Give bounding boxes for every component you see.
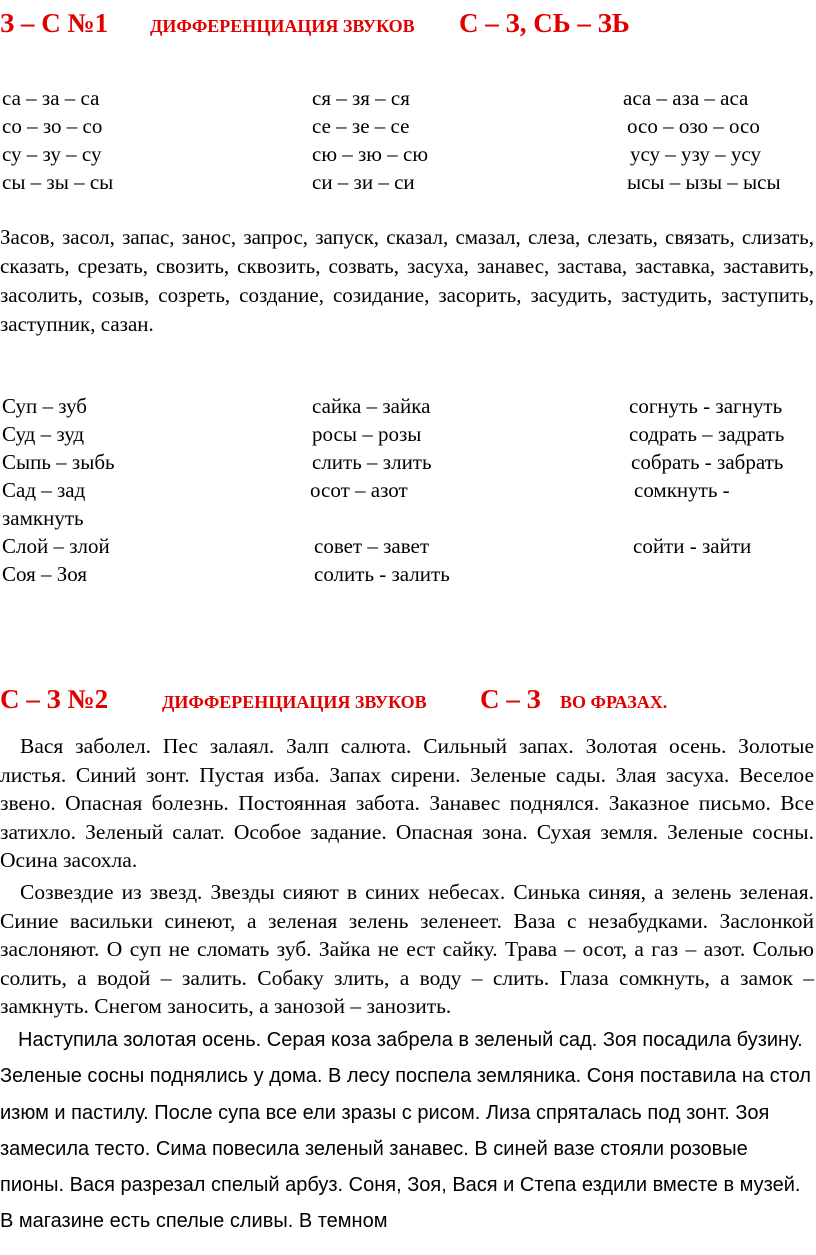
section1-heading-left: З – С №1 — [0, 8, 109, 38]
syllable-cell: ся – зя – ся — [312, 86, 410, 110]
syllable-row — [0, 142, 816, 170]
syllable-row — [0, 86, 816, 114]
syllable-cell: ысы – ызы – ысы — [627, 170, 781, 194]
section2-heading-tail: ВО ФРАЗАХ. — [560, 692, 668, 712]
syllable-cell: са – за – са — [2, 86, 100, 110]
section1-heading-right: С – З, СЬ – ЗЬ — [459, 8, 630, 38]
pair-cell: Суп – зуб — [2, 394, 87, 418]
section2-heading-right: С – З — [480, 684, 541, 714]
phrases-paragraph-2: Созвездие из звезд. Звезды сияют в синих небесах. Синька синяя, а зелень зеленая. Синие васильки синеют, а зеленая зелень зеленеет. Ваза с незабудками. Заслонкой заслоняют. О суп не сломать зуб. Зайка не ест сайку. Трава – осот, а газ – азот. Солью солить, а водой – залить. Собаку злить, а воду – слить. Глаза сомкнуть, а замок – замкнуть. Снегом заносить, а занозой – занозить. — [0, 880, 814, 1018]
syllable-cell: со – зо – со — [2, 114, 103, 138]
syllable-cell: си – зи – си — [312, 170, 415, 194]
pair-cell: сойти - зайти — [633, 534, 752, 558]
pair-row — [0, 562, 816, 590]
syllable-row — [0, 114, 816, 142]
pair-cell: Сыпь – зыбь — [2, 450, 115, 474]
pair-cell: осот – азот — [310, 478, 408, 502]
section1-heading-mid: ДИФФЕРЕНЦИАЦИЯ ЗВУКОВ — [150, 16, 415, 36]
pair-cell: замкнуть — [2, 506, 84, 530]
section2-heading-left: С – З №2 — [0, 684, 109, 714]
phrases-paragraph-1: Вася заболел. Пес залаял. Залп салюта. Сильный запах. Золотая осень. Золотые листья. Синий зонт. Пустая изба. Запах сирени. Зеленые сады. Злая засуха. Веселое звено. Опасная болезнь. Постоянная забота. Занавес поднялся. Заказное письмо. Все затихло. Зеленый салат. Особое задание. Опасная зона. Сухая земля. Зеленые сосны. Осина засохла. — [0, 734, 814, 872]
pair-cell: слить – злить — [312, 450, 432, 474]
syllable-row — [0, 170, 816, 198]
syllable-cell: аса – аза – аса — [623, 86, 749, 110]
pair-cell: совет – завет — [314, 534, 430, 558]
syllable-cell: осо – озо – осо — [627, 114, 760, 138]
phrases-paragraph-3: Наступила золотая осень. Серая коза забрела в зеленый сад. Зоя посадила бузину. Зеленые сосны поднялись у дома. В лесу поспела земляника. Соня поставила на стол изюм и пастилу. После супа все ели зразы с рисом. Лиза спряталась под зонт. Зоя замесила тесто. Сима повесила зеленый занавес. В синей вазе стояли розовые пионы. Вася разрезал спелый арбуз. Соня, Зоя, Вася и Степа ездили вместе в музей. В магазине есть спелые сливы. В темном — [0, 1029, 811, 1233]
syllable-cell: се – зе – се — [312, 114, 410, 138]
word-list: Засов, засол, запас, занос, запрос, запуск, сказал, смазал, слеза, слезать, связать, слизать, сказать, срезать, свозить, сквозить, созвать, засуха, занавес, застава, заставка, заставить, засолить, созыв, созреть, создание, созидание, засорить, засудить, застудить, заступить, заступник, сазан. — [0, 225, 814, 336]
pair-row — [0, 506, 816, 534]
section2-heading-mid: ДИФФЕРЕНЦИАЦИЯ ЗВУКОВ — [162, 692, 427, 712]
pair-cell: согнуть - загнуть — [629, 394, 783, 418]
pair-row — [0, 422, 816, 450]
pair-row — [0, 478, 816, 506]
pair-cell: Слой – злой — [2, 534, 110, 558]
syllable-cell: су – зу – су — [2, 142, 102, 166]
pair-cell: сомкнуть - — [634, 478, 730, 502]
pair-row — [0, 394, 816, 422]
pair-row — [0, 450, 816, 478]
pair-cell: собрать - забрать — [631, 450, 784, 474]
syllable-cell: усу – узу – усу — [630, 142, 761, 166]
syllable-cell: сю – зю – сю — [312, 142, 429, 166]
pair-row — [0, 534, 816, 562]
pair-cell: Сад – зад — [2, 478, 86, 502]
syllable-cell: сы – зы – сы — [2, 170, 114, 194]
pair-cell: Соя – Зоя — [2, 562, 88, 586]
pair-cell: сайка – зайка — [312, 394, 431, 418]
pair-cell: содрать – задрать — [629, 422, 785, 446]
pair-cell: солить - залить — [314, 562, 450, 586]
pair-cell: Суд – зуд — [2, 422, 85, 446]
pair-cell: росы – розы — [312, 422, 422, 446]
